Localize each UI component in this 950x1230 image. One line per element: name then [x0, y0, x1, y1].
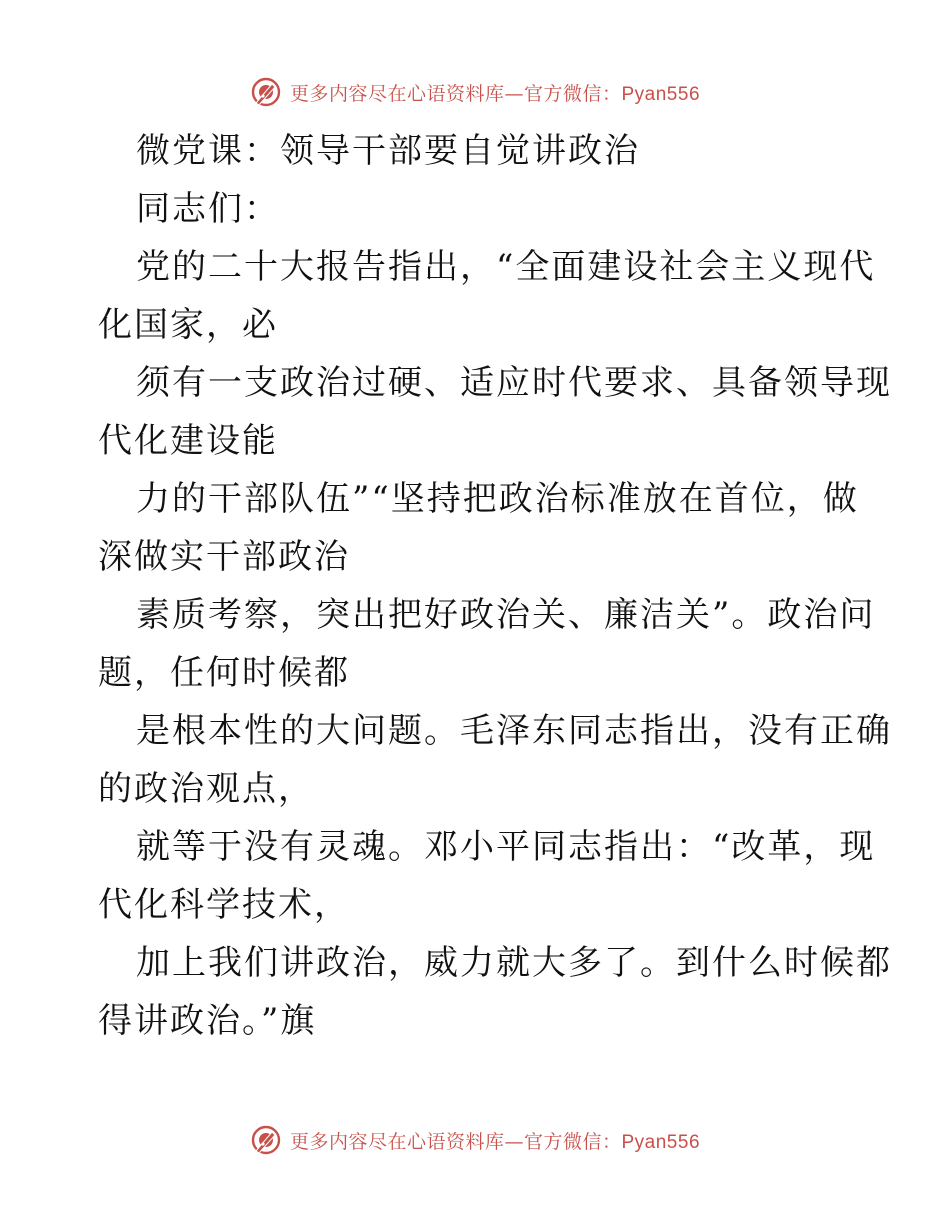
watermark-dash: — [504, 1130, 524, 1153]
paragraph-line: 加上我们讲政治，威力就大多了。到什么时候都 [136, 943, 892, 983]
watermark-label: 官方微信： [523, 82, 622, 105]
document-title: 微党课：领导干部要自觉讲政治 [136, 131, 640, 171]
paragraph-line: 化国家，必 [98, 305, 278, 345]
watermark-text [290, 79, 700, 106]
watermark-label: 官方微信： [523, 1130, 622, 1153]
paragraph-line: 深做实干部政治 [98, 537, 350, 577]
document-body [98, 122, 892, 1050]
paragraph-line: 力的干部队伍”“坚持把政治标准放在首位，做 [136, 479, 859, 519]
footer-watermark [0, 1120, 950, 1160]
paragraph-line: 就等于没有灵魂。邓小平同志指出：“改革，现 [136, 827, 876, 867]
watermark-main-text: 更多内容尽在心语资料库 [289, 1130, 505, 1153]
watermark-main-text: 更多内容尽在心语资料库 [289, 82, 505, 105]
watermark-handle: Pyan556 [621, 1131, 701, 1153]
paragraph-line: 素质考察，突出把好政治关、廉洁关”。政治问 [136, 595, 876, 635]
paragraph-line: 同志们： [136, 189, 280, 229]
pen-logo-icon [250, 76, 282, 108]
pen-logo-icon [250, 1124, 282, 1156]
paragraph-line: 须有一支政治过硬、适应时代要求、具备领导现 [136, 363, 892, 403]
paragraph-line: 代化建设能 [98, 421, 278, 461]
watermark-dash: — [504, 82, 524, 105]
paragraph-line: 得讲政治。”旗 [98, 1001, 317, 1041]
paragraph-line: 代化科学技术， [98, 885, 350, 925]
paragraph-line: 的政治观点， [98, 769, 314, 809]
header-watermark [0, 72, 950, 112]
paragraph-line: 题，任何时候都 [98, 653, 350, 693]
paragraph-line: 是根本性的大问题。毛泽东同志指出，没有正确 [136, 711, 892, 751]
paragraph-line: 党的二十大报告指出，“全面建设社会主义现代 [136, 247, 876, 287]
watermark-text [290, 1127, 700, 1154]
watermark-handle: Pyan556 [621, 83, 701, 105]
